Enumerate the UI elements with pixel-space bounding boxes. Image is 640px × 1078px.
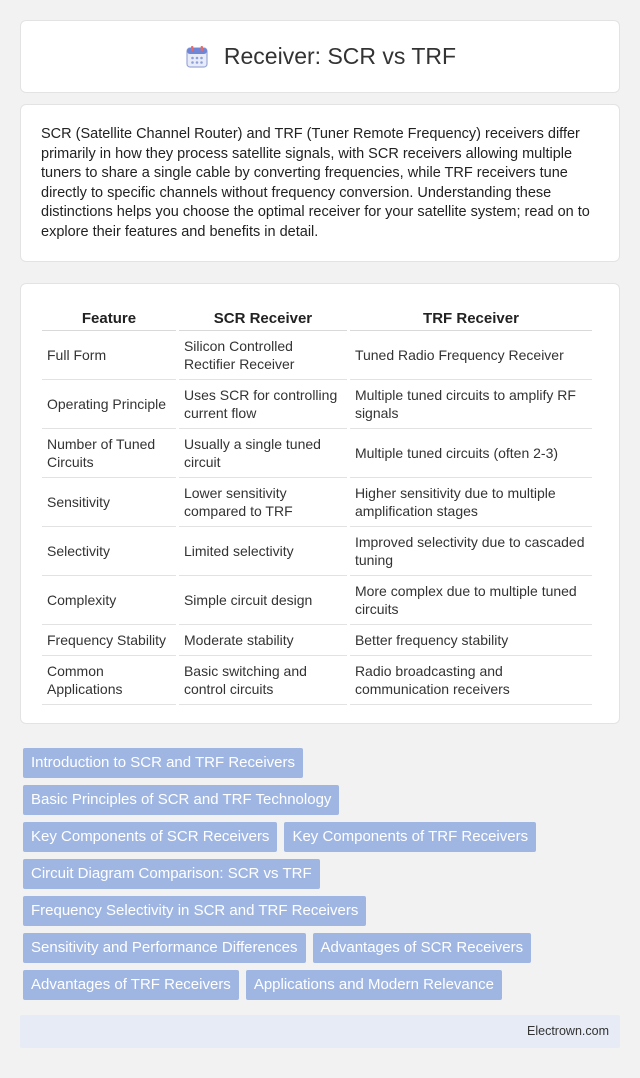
- comparison-table: [39, 302, 595, 705]
- table-row: [42, 527, 592, 576]
- tag-row: [23, 859, 623, 889]
- header-card: [20, 20, 620, 93]
- table-cell-scr: Moderate stability: [179, 625, 347, 656]
- table-cell-trf: Higher sensitivity due to multiple amplification stages: [350, 478, 592, 527]
- footer-site-name: Electrown.com: [527, 1024, 609, 1038]
- table-cell-feature: Common Applications: [42, 656, 176, 705]
- topic-tag[interactable]: Basic Principles of SCR and TRF Technology: [23, 785, 339, 815]
- table-row: [42, 331, 592, 380]
- calendar-icon: [184, 44, 210, 70]
- tag-row: [23, 785, 623, 815]
- table-cell-feature: Frequency Stability: [42, 625, 176, 656]
- tag-row: [23, 748, 623, 778]
- table-cell-feature: Sensitivity: [42, 478, 176, 527]
- table-cell-scr: Lower sensitivity compared to TRF: [179, 478, 347, 527]
- table-row: [42, 478, 592, 527]
- table-row: [42, 576, 592, 625]
- comparison-table-card: [20, 283, 620, 724]
- column-header-trf: TRF Receiver: [350, 302, 592, 331]
- table-cell-scr: Basic switching and control circuits: [179, 656, 347, 705]
- table-cell-trf: Improved selectivity due to cascaded tuning: [350, 527, 592, 576]
- table-cell-feature: Number of Tuned Circuits: [42, 429, 176, 478]
- topic-tag[interactable]: Circuit Diagram Comparison: SCR vs TRF: [23, 859, 320, 889]
- topic-tag[interactable]: Sensitivity and Performance Differences: [23, 933, 306, 963]
- table-cell-scr: Silicon Controlled Rectifier Receiver: [179, 331, 347, 380]
- table-header-row: [42, 302, 592, 331]
- column-header-feature: Feature: [42, 302, 176, 331]
- table-row: [42, 625, 592, 656]
- topic-tags: [23, 748, 623, 1007]
- table-cell-trf: Multiple tuned circuits to amplify RF signals: [350, 380, 592, 429]
- tag-row: [23, 970, 623, 1000]
- topic-tag[interactable]: Frequency Selectivity in SCR and TRF Receivers: [23, 896, 366, 926]
- table-row: [42, 656, 592, 705]
- tag-row: [23, 933, 623, 963]
- table-cell-trf: Better frequency stability: [350, 625, 592, 656]
- table-row: [42, 380, 592, 429]
- topic-tag[interactable]: Advantages of SCR Receivers: [313, 933, 532, 963]
- table-cell-feature: Complexity: [42, 576, 176, 625]
- intro-card: [20, 104, 620, 262]
- table-cell-trf: Multiple tuned circuits (often 2-3): [350, 429, 592, 478]
- intro-paragraph: SCR (Satellite Channel Router) and TRF (Tuner Remote Frequency) receivers differ primarily in how they process satellite signals, with SCR receivers allowing multiple tuners to share a single cable by converting frequencies, while TRF receivers tune directly to specific channels without frequency conversion. Understanding these distinctions helps you choose the optimal receiver for your satellite system; read on to explore their features and benefits in detail.: [41, 126, 590, 240]
- topic-tag[interactable]: Introduction to SCR and TRF Receivers: [23, 748, 303, 778]
- tag-row: [23, 896, 623, 926]
- table-cell-scr: Uses SCR for controlling current flow: [179, 380, 347, 429]
- topic-tag[interactable]: Key Components of SCR Receivers: [23, 822, 277, 852]
- table-cell-scr: Limited selectivity: [179, 527, 347, 576]
- table-cell-feature: Selectivity: [42, 527, 176, 576]
- footer: [20, 1015, 620, 1048]
- table-cell-scr: Simple circuit design: [179, 576, 347, 625]
- topic-tag[interactable]: Advantages of TRF Receivers: [23, 970, 239, 1000]
- column-header-scr: SCR Receiver: [179, 302, 347, 331]
- table-cell-scr: Usually a single tuned circuit: [179, 429, 347, 478]
- table-cell-trf: More complex due to multiple tuned circuits: [350, 576, 592, 625]
- table-cell-feature: Operating Principle: [42, 380, 176, 429]
- table-cell-trf: Tuned Radio Frequency Receiver: [350, 331, 592, 380]
- table-cell-feature: Full Form: [42, 331, 176, 380]
- table-cell-trf: Radio broadcasting and communication receivers: [350, 656, 592, 705]
- tag-row: [23, 822, 623, 852]
- page-title: Receiver: SCR vs TRF: [223, 43, 457, 69]
- topic-tag[interactable]: Key Components of TRF Receivers: [284, 822, 536, 852]
- table-row: [42, 429, 592, 478]
- topic-tag[interactable]: Applications and Modern Relevance: [246, 970, 502, 1000]
